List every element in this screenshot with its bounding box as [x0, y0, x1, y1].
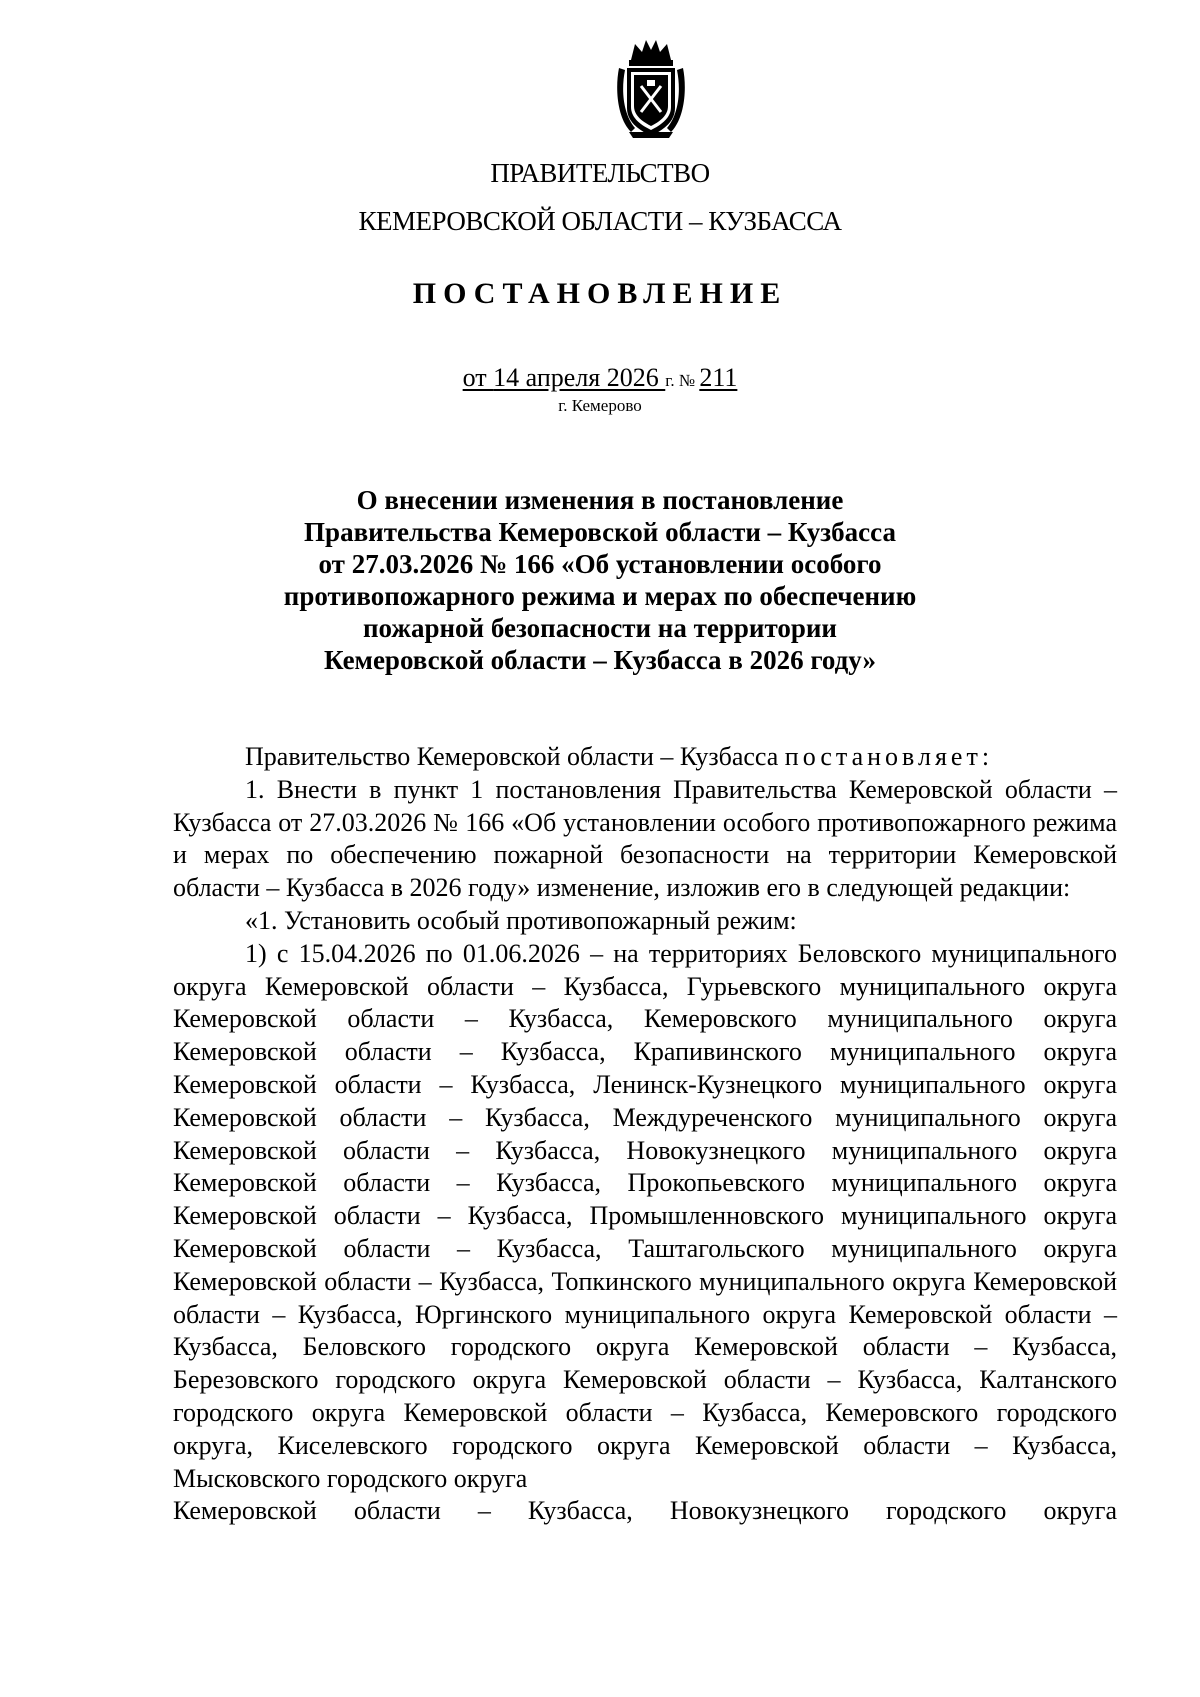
document-number: 211 [699, 363, 738, 392]
title-line: от 27.03.2026 № 166 «Об установлении особого [318, 549, 882, 579]
coat-of-arms-emblem [613, 38, 689, 140]
government-name-line1: ПРАВИТЕЛЬСТВО [490, 158, 710, 188]
paragraph-1: 1. Внести в пункт 1 постановления Правительства Кемеровской области – Кузбасса от 27.03.2026 № 166 «Об установлении особого противопожарного режима и мерах по обеспечению пожарной безопасности на территории Кемеровской области – Кузбасса в 2026 году» изменение, изложив его в следующей редакции: [173, 774, 1117, 903]
title-line: противопожарного режима и мерах по обеспечению [283, 581, 917, 611]
number-sign: № [674, 371, 700, 390]
date-prefix: от [462, 363, 494, 392]
paragraph-3: 1) с 15.04.2026 по 01.06.2026 – на территориях Беловского муниципального округа Кемеровской области – Кузбасса, Гурьевского муниципального округа Кемеровской области – Кузбасса, Кемеровского муниципального округа Кемеровской области – Кузбасса, Крапивинского муниципального округа Кемеровской области – Кузбасса, Ленинск-Кузнецкого муниципального округа Кемеровской области – Кузбасса, Междуреченского муниципального округа Кемеровской области – Кузбасса, Новокузнецкого муниципального округа Кемеровской области – Кузбасса, Прокопьевского муниципального округа Кемеровской области – Кузбасса, Промышленновского муниципального округа Кемеровской области – Кузбасса, Таштагольского муниципального округа Кемеровской области – Кузбасса, Топкинского муниципального округа Кемеровской области – Кузбасса, Юргинского муниципального округа Кемеровской области – Кузбасса, Беловского городского округа Кемеровской области – Кузбасса, Березовского городского округа Кемеровской области – Кузбасса, Калтанского городского округа Кемеровской области – Кузбасса, Кемеровского городского округа, Киселевского городского округа Кемеровской области – Кузбасса, Мысковского городского округа [173, 938, 1117, 1493]
government-name-line2: КЕМЕРОВСКОЙ ОБЛАСТИ – КУЗБАССА [358, 206, 842, 236]
paragraph-3-continuation: Кемеровской области – Кузбасса, Новокузнецкого городского округа [173, 1496, 1117, 1526]
preamble-text: Правительство Кемеровской области – Кузбасса [245, 742, 785, 771]
preamble-paragraph [173, 741, 1117, 774]
title-line: Кемеровской области – Кузбасса в 2026 году» [324, 645, 876, 675]
date-number-line [0, 364, 1200, 395]
document-title [0, 484, 1200, 676]
decree-word: постановляет [784, 742, 982, 771]
document-type-heading: ПОСТАНОВЛЕНИЕ [412, 277, 788, 310]
title-line: пожарной безопасности на территории [363, 613, 837, 643]
year-suffix: г. [665, 371, 675, 390]
city-name: г. Кемерово [558, 396, 642, 415]
document-body [173, 741, 1117, 1528]
title-line: О внесении изменения в постановление [356, 485, 844, 515]
preamble-colon: : [981, 742, 990, 771]
paragraph-2: «1. Установить особый противопожарный режим: [245, 905, 797, 935]
title-line: Правительства Кемеровской области – Кузбасса [304, 517, 896, 547]
document-date: 14 апреля 2026 [493, 363, 666, 392]
